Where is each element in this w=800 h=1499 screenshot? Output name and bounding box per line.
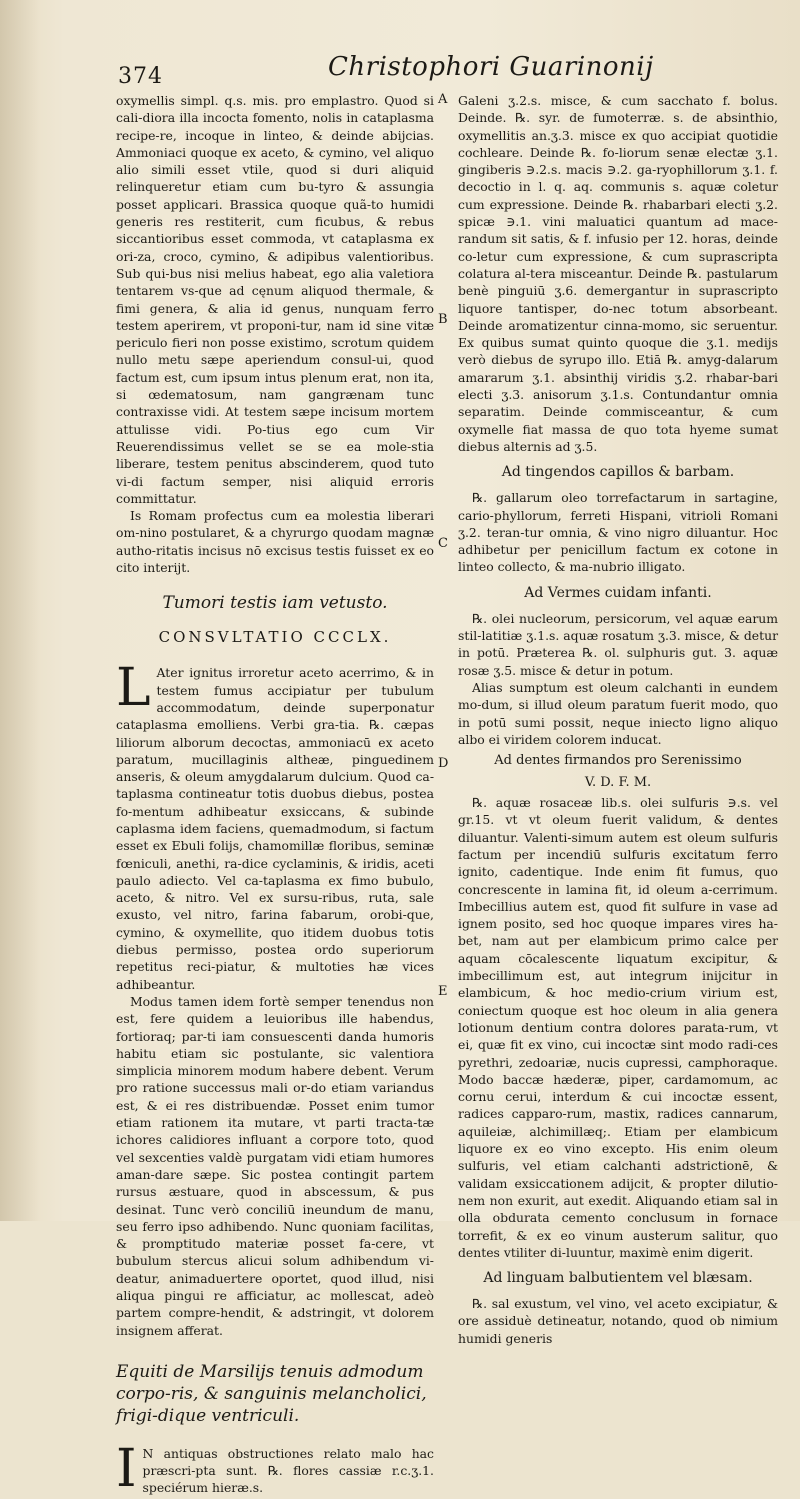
drop-cap: I [116, 1438, 137, 1499]
drop-cap: L [116, 658, 151, 719]
right-column [458, 92, 778, 1347]
paragraph: Alias sumptum est oleum calchanti in eundem mo-dum, si illud oleum paratum fuerit modo, quo in potū sumi possit, neque iniecto ligno aliquo albo ei viridem colorem inducat. [458, 679, 778, 747]
paragraph: Is Romam profectus cum ea molestia liberari om-nino postularet, & a chyrurgo quodam magnæ autho-ritatis incisus nō excisus testis fuisset ex eo cito interijt. [116, 508, 434, 576]
paragraph: Modus tamen idem fortè semper tenendus non est, fere quidem a leuioribus ille habendus, fortioraq; par-ti iam consuescenti danda humoris habitu etiam sic postulante, sic valentiora simplicia minorem modum habere debent. Verum pro ratione successus mali or-do etiam variandus est, & ei res distribuendæ. Posset enim tumor etiam rationem ita mutare, vt parti tracta-tæ ichores calidiores influant a corpore toto, quod vel sexcenties valdè purgatam vidi etiam humores aman-dare sæpe. Sic postea contingit partem rursus æstuare, quod in abscessum, & pus desinat. Tunc verò conciliū ineundum de manu, seu ferro ipso adhibendo. Nunc quoniam facilitas, & promptitudo materiæ posset fa-cere, vt bubulum stercus alicui solum adhibendum vi-deatur, animaduertere oportet, quod illud, nisi aliqua pingui re afficiatur, ac mollescat, adeò partem compre-hendit, & adstringit, vt dolorem insignem afferat. [116, 993, 434, 1338]
recipe-heading: Ad dentes firmandos pro Serenissimo [494, 753, 742, 769]
consultation-heading: CONSVLTATIO CCCLX. [158, 628, 392, 647]
paragraph: ℞. sal exustum, vel vino, vel aceto excipiatur, & ore assiduè detineatur, notando, quod ob nimium humidi generis [458, 1296, 778, 1346]
paragraph: ℞. olei nucleorum, persicorum, vel aquæ earum stil-latitiæ ʒ.1.s. aquæ rosatum ʒ.3. misce, & detur in potū. Præterea ℞. ol. sulphuris gut. 3. aquæ rosæ ʒ.5. misce & detur in potum. [458, 610, 778, 678]
paragraph: ℞. aquæ rosaceæ lib.s. olei sulfuris ∋.s. vel gr.15. vt vt oleum fuerit validum, & dentes diluantur. Valenti-simum autem est oleum sulfuris factum per incendiū sulfuris excitatum ferro ignito, cadentique. Inde enim fit fumus, quo concrescente in lamina fit, id oleum a-cerrimum. Imbecillius autem est, quod fit sulfure in vase ad ignem posito, sed hoc quoque impares vires ha-bet, nam aut per elambicum primo calce per aquam cōcalescente liquatum excipitur, & imbecillimum est, aut integrum inijcitur in elambicum, & hoc medio-crium virium est, coniectum quoque est hoc oleum in alia genera lotionum dentium contra dolores parata-rum, vt ei, quæ fit ex vino, cui incoctæ sint modo radi-ces pyrethri, zedoariæ, nucis cupressi, camphoraque. Modo baccæ hæderæ, piper, cardamomum, ac cornu cerui, interdum & cui incoctæ essent, radices capparo-rum, mastix, radices cannarum, aquileiæ, alchimillæq;. Etiam per elambicum liquore ex eo vino excepto. His enim oleum sulfuris, vel etiam calchanti adstrictionē, & validam exsiccationem adijcit, & propter dilutio-nem non exurit, aut exedit. Aliquando etiam sal in olla obdurata cemento conclusum in fornace torrefit, & ex eo vinum austerum salitur, quo dentes vtiliter di-luuntur, maximè enim digerit. [458, 795, 778, 1260]
section-title: Equiti de Marsilijs tenuis admodum corpo-ris, & sanguinis melancholici, frigi-dique ventriculi. [116, 1361, 427, 1426]
margin-letter-d: D [438, 756, 449, 771]
gutter-shadow [0, 0, 40, 1221]
recipe-heading-subline: V. D. F. M. [584, 775, 652, 791]
page-header [118, 52, 758, 92]
left-column [116, 92, 434, 1497]
paragraph: N antiquas obstructiones relato malo hac præscri-pta sunt. ℞. flores cassiæ r.c.ʒ.1. speciérum hieræ.s. [142, 1445, 434, 1496]
recipe-heading: Ad tingendos capillos & barbam. [501, 464, 735, 481]
margin-section-letters [436, 92, 456, 1192]
paragraph: Galeni ʒ.2.s. misce, & cum sacchato f. bolus. Deinde. ℞. syr. de fumoterræ. s. de absinthio, oxymellitis an.ʒ.3. misce ex quo accipiat quotidie cochleare. Deinde ℞. fo-liorum senæ electæ ʒ.1. gingiberis ∋.2.s. macis ∋.2. ga-ryophillorum ʒ.1. f. decoctio in l. q. aq. communis s. aquæ coletur cum expressione. Deinde ℞. rhabarbari electi ʒ.2. spicæ ∋.1. vini maluatici quantum ad mace-randum sit satis, & f. infusio per 12. horas, deinde co-letur cum expressione, & cum suprascripta colatura al-tera misceantur. Deinde ℞. pastularum benè pinguiū ʒ.6. demergantur in suprascripto liquore tantisper, do-nec totum absorbeant. Deinde aromatizentur cinna-momo, sic seruentur. Ex quibus sumat quinto quoque die ʒ.1. medijs verò diebus de syrupo illo. Etiā ℞. amyg-dalarum amararum ʒ.1. absinthij viridis ʒ.2. rhabar-bari electi ʒ.3. anisorum ʒ.1.s. Contundantur omnia separatim. Deinde commisceantur, & cum oxymelle fiat massa de quo tota hyeme sumat diebus alternis ad ʒ.5. [458, 93, 778, 454]
recipe-heading: Ad Vermes cuidam infanti. [524, 584, 712, 601]
page-number: 374 [118, 64, 163, 89]
margin-letter-e: E [438, 984, 448, 999]
margin-letter-b: B [438, 312, 448, 327]
paragraph: ℞. gallarum oleo torrefactarum in sartagine, cario-phyllorum, ferreti Hispani, vitrioli Romani ʒ.2. teran-tur omnia, & vino nigro diluantur. Hoc adhibetur per penicillum factum ex cotone in linteo collecto, & ma-nubrio illigato. [458, 490, 778, 575]
section-title: Tumori testis iam vetusto. [162, 593, 388, 614]
paragraph: oxymellis simpl. q.s. mis. pro emplastro. Quod si cali-diora illa incocta fomento, nolis in cataplasma recipe-re, incoque in linteo, & deinde abijcias. Ammoniaci quoque ex aceto, & cymino, vel aliquo alio simili esset vtile, quod si duri aliquid relinqueretur etiam cum bu-tyro & assungia posset applicari. Brassica quoque quã-to humidi generis res restiterit, cum ficubus, & rebus siccantioribus esset commoda, vt cataplasma ex ori-za, croco, cymino, & adipibus valentioribus. Sub qui-bus nisi melius habeat, ego alia valetiora tentarem vs-que ad cęnum aliquod thermale, & fimi genera, & alia id genus, nunquam ferro testem aperirem, vt proponi-tur, nam id sine vitæ periculo fieri non posse existimo, scrotum quidem nullo metu sæpe aperiendum consul-ui, quod factum est, cum ipsum intus plenum erat, non ita, si œdematosum, nam gangrænam tunc contraxisse vidi. At testem sæpe incisum mortem attulisse vidi. Po-tius ego cum Vir Reuerendissimus vellet se se ea mole-stia liberare, testem penitus abscinderem, quod tuto vi-di factum semper, nisi aliquid erroris committatur. [116, 93, 434, 506]
running-head: Christophori Guarinonij [328, 52, 654, 82]
paragraph: Ater ignitus irroretur aceto acerrimo, & in testem fumus accipiatur per tubulum accommodatum, deinde superponatur cataplasma emolliens. Verbi gra-tia. ℞. cæpas liliorum alborum decoctas, ammoniacū ex aceto paratum, mucillaginis altheæ, pinguedinem anseris, & oleum amygdalarum dulcium. Quod ca-taplasma contineatur totis duobus diebus, postea fo-mentum adhibeatur exsiccans, & subinde caplasma idem faciens, quemadmodum, si factum esset ex Ebuli folijs, chamomillæ floribus, seminæ fœniculi, anethi, ra-dice cyclaminis, & iridis, aceti paulo adiecto. Vel ca-taplasma ex fimo bubulo, aceto, & nitro. Vel ex sursu-ribus, ruta, sale exusto, vel nitro, farina fabarum, orobi-que, cymino, & oxymellite, quo itidem duobus totis diebus permisso, postea ordo superiorum repetitus reci-piatur, & multoties hæ vices adhibeantur. [116, 665, 434, 992]
recipe-heading: Ad linguam balbutientem vel blæsam. [483, 1270, 753, 1287]
margin-letter-a: A [438, 92, 448, 107]
margin-letter-c: C [438, 536, 448, 551]
